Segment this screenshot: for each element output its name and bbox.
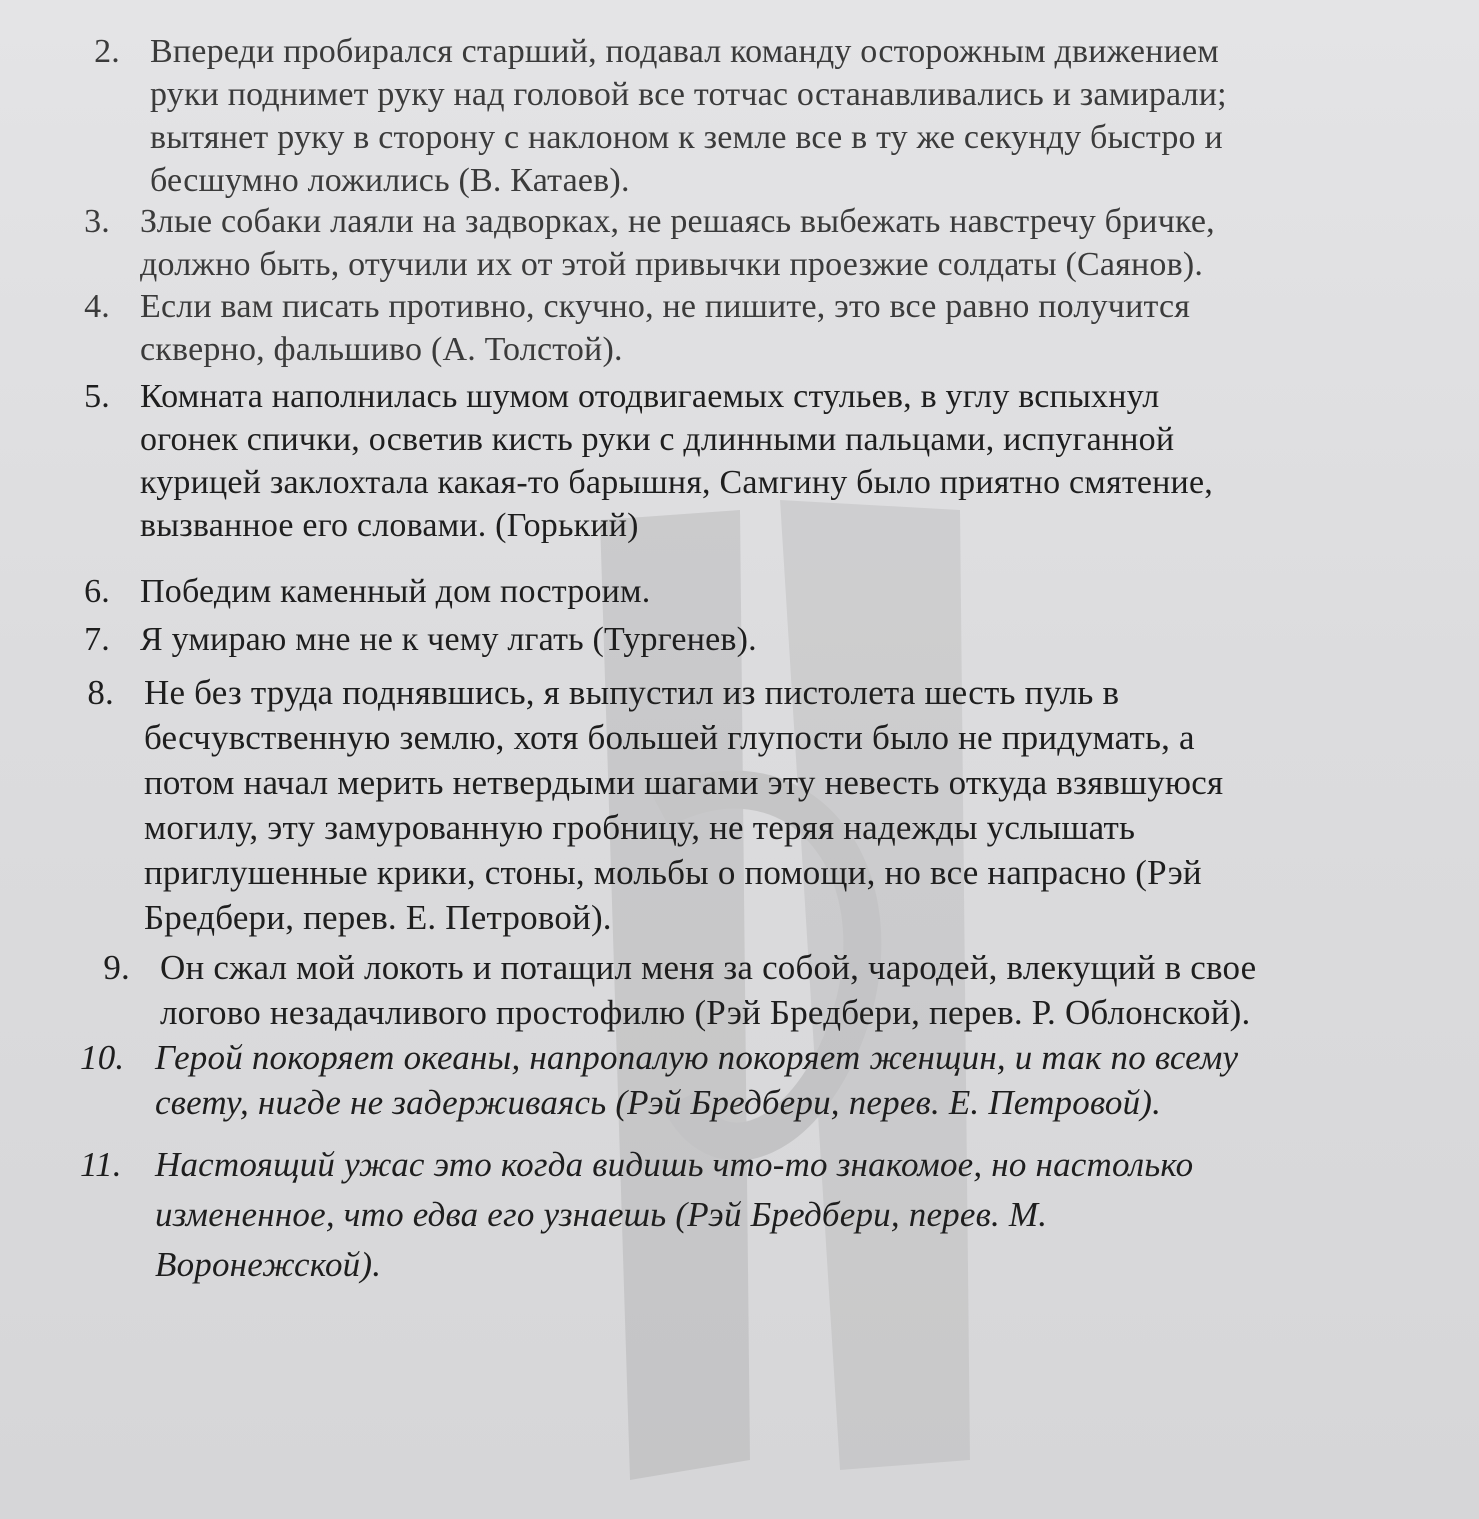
item-number: 4. xyxy=(84,288,110,325)
item-line: логово незадачливого простофилю (Рэй Бредбери, перев. Р. Облонской). xyxy=(160,993,1251,1032)
item-line: свету, нигде не задерживаясь (Рэй Бредбери, перев. Е. Петровой). xyxy=(155,1083,1162,1122)
item-line: приглушенные крики, стоны, мольбы о помощи, но все напрасно (Рэй xyxy=(144,853,1202,892)
item-line: Не без труда поднявшись, я выпустил из пистолета шесть пуль в xyxy=(144,673,1120,712)
item-line: Герой покоряет океаны, напропалую покоряет женщин, и так по всему xyxy=(155,1038,1239,1077)
item-number: 8. xyxy=(87,673,114,712)
item-number: 9. xyxy=(103,948,130,987)
list-item-4 xyxy=(30,285,1190,371)
item-line: должно быть, отучили их от этой привычки проезжие солдаты (Саянов). xyxy=(140,246,1204,283)
item-number: 11. xyxy=(80,1145,122,1184)
item-line: скверно, фальшиво (А. Толстой). xyxy=(140,331,623,368)
list-item-7 xyxy=(30,618,757,661)
item-line: курицей заклохтала какая-то барышня, Самгину было приятно смятение, xyxy=(140,464,1213,501)
item-line: Он сжал мой локоть и потащил меня за собой, чародей, влекущий в свое xyxy=(160,948,1257,987)
list-item-9 xyxy=(50,945,1256,1035)
item-number: 6. xyxy=(84,573,110,610)
item-line: Настоящий ужас это когда видишь что-то знакомое, но настолько xyxy=(155,1145,1194,1184)
item-line: Я умираю мне не к чему лгать (Тургенев). xyxy=(140,621,757,658)
item-number: 3. xyxy=(84,203,110,240)
list-item-11 xyxy=(40,1140,1193,1290)
item-line: Победим каменный дом построим. xyxy=(140,573,651,610)
item-line: Бредбери, перев. Е. Петровой). xyxy=(144,898,612,937)
item-line: Злые собаки лаяли на задворках, не решаясь выбежать навстречу бричке, xyxy=(140,203,1215,240)
item-line: Комната наполнилась шумом отодвигаемых стульев, в углу вспыхнул xyxy=(140,378,1160,415)
item-number: 7. xyxy=(84,621,110,658)
list-item-2 xyxy=(40,30,1227,202)
item-line: Если вам писать противно, скучно, не пишите, это все равно получится xyxy=(140,288,1191,325)
item-line: огонек спички, осветив кисть руки с длинными пальцами, испуганной xyxy=(140,421,1175,458)
list-item-10 xyxy=(40,1035,1238,1125)
item-line: Впереди пробирался старший, подавал команду осторожным движением xyxy=(150,33,1220,70)
item-number: 2. xyxy=(94,33,120,70)
item-line: бесчувственную землю, хотя большей глупости было не придумать, а xyxy=(144,718,1195,757)
list-item-5 xyxy=(30,375,1213,547)
item-line: бесшумно ложились (В. Катаев). xyxy=(150,162,630,199)
item-number: 10. xyxy=(80,1038,125,1077)
item-number: 5. xyxy=(84,378,110,415)
list-item-8 xyxy=(34,670,1223,940)
item-line: Воронежской). xyxy=(155,1245,382,1284)
item-line: вызванное его словами. (Горький) xyxy=(140,507,639,544)
item-line: руки поднимет руку над головой все тотчас останавливались и замирали; xyxy=(150,76,1227,113)
item-line: измененное, что едва его узнаешь (Рэй Бредбери, перев. М. xyxy=(155,1195,1048,1234)
item-line: потом начал мерить нетвердыми шагами эту невесть откуда взявшуюся xyxy=(144,763,1224,802)
item-line: вытянет руку в сторону с наклоном к земле все в ту же секунду быстро и xyxy=(150,119,1223,156)
item-line: могилу, эту замурованную гробницу, не теряя надежды услышать xyxy=(144,808,1136,847)
list-item-6 xyxy=(30,570,650,613)
list-item-3 xyxy=(30,200,1215,286)
